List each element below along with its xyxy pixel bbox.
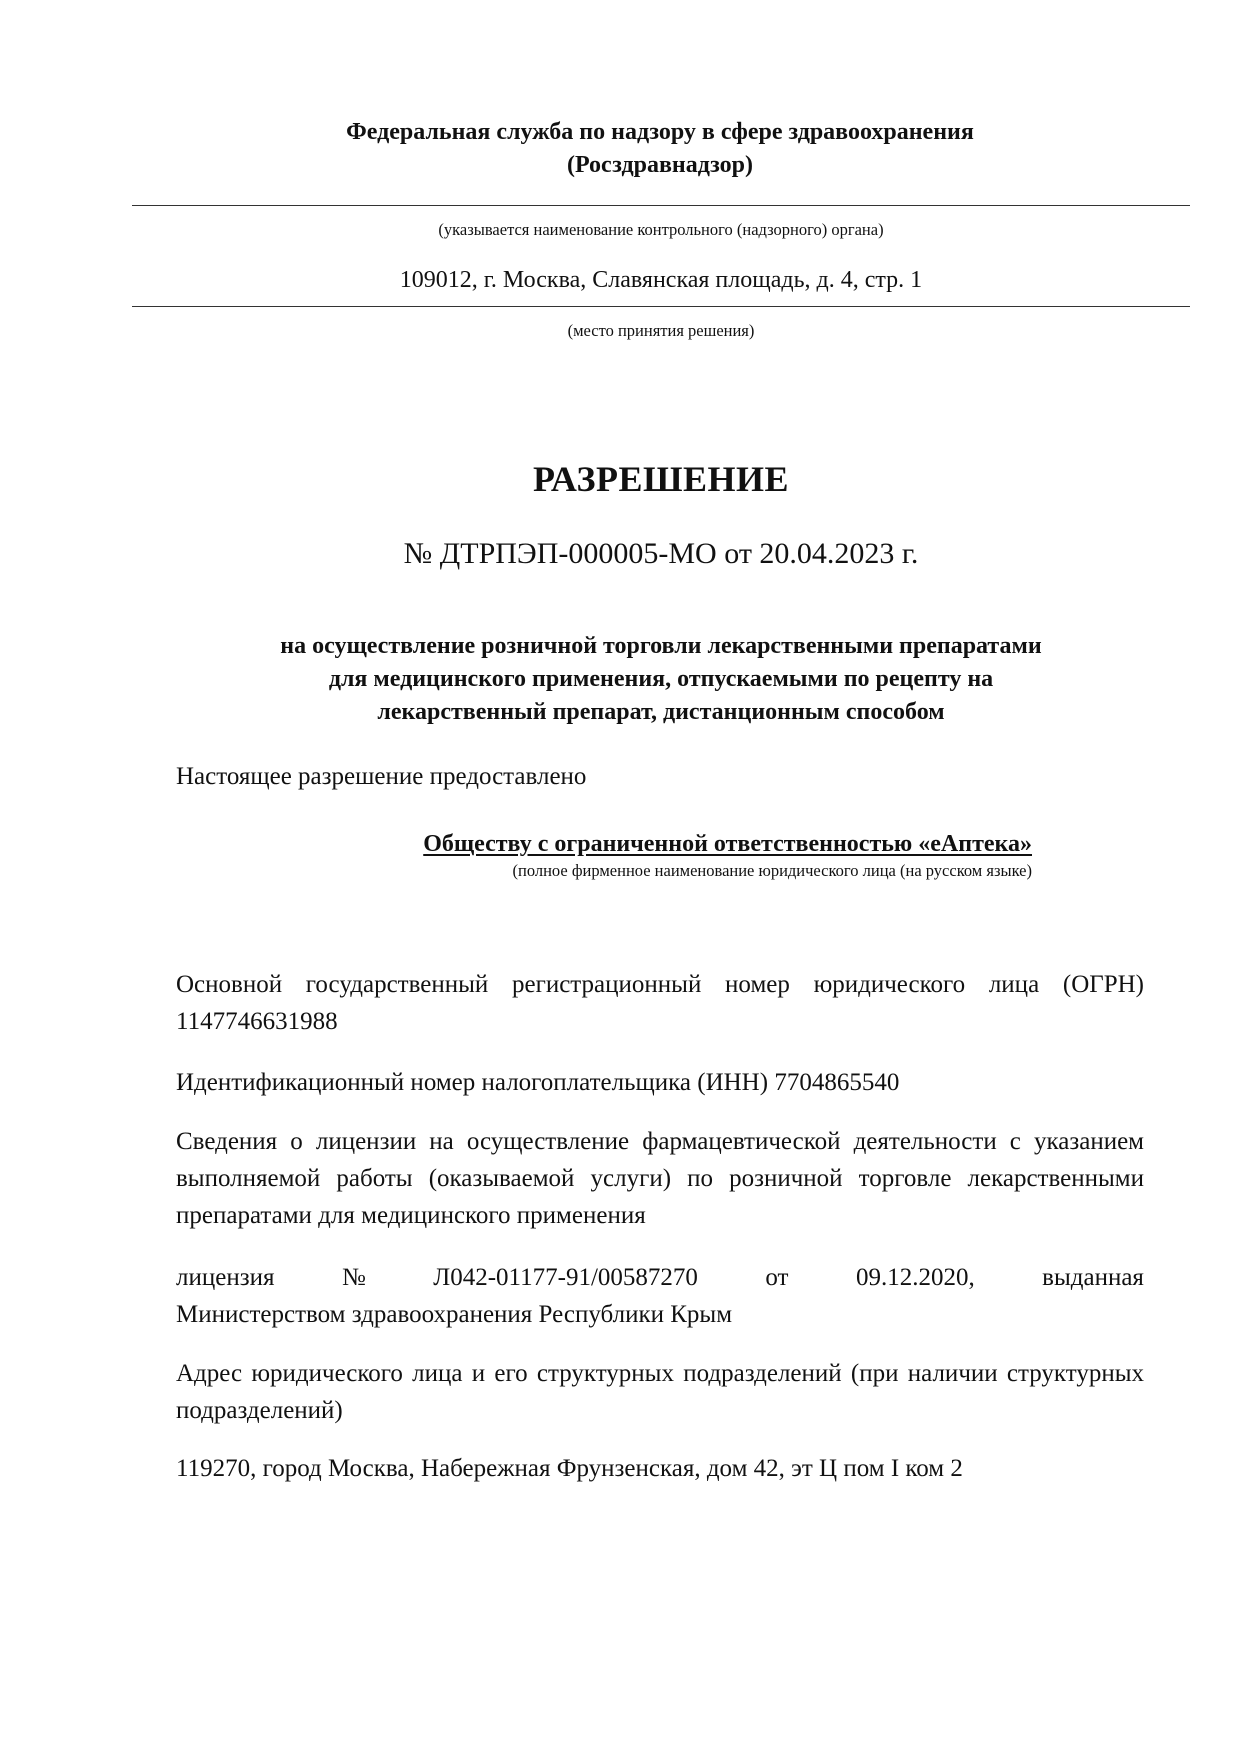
license-line (176, 1259, 1144, 1296)
document-number: № ДТРПЭП-000005-МО от 20.04.2023 г. (403, 537, 919, 570)
license-issuer: Министерством здравоохранения Республики Крым (176, 1301, 733, 1328)
decision-place: 109012, г. Москва, Славянская площадь, д. 4, стр. 1 (399, 267, 923, 293)
grantee-name-caption: (полное фирменное наименование юридического лица (на русском языке) (512, 861, 1032, 880)
decision-place-underline (132, 306, 1190, 307)
authority-underline (132, 205, 1190, 206)
authority-name: Федеральная служба по надзору в сфере здравоохранения (346, 119, 974, 145)
license-word: лицензия (176, 1264, 275, 1291)
document-purpose-line-3: лекарственный препарат, дистанционным способом (377, 699, 945, 725)
decision-place-caption: (место принятия решения) (567, 321, 755, 340)
license-number: Л042-01177-91/00587270 (433, 1264, 698, 1291)
document-purpose-line-2: для медицинского применения, отпускаемыми по рецепту на (328, 666, 994, 692)
license-date: 09.12.2020, (855, 1264, 975, 1291)
license-from-word: от (765, 1264, 789, 1291)
document-purpose-line-1: на осуществление розничной торговли лекарственными препаратами (280, 633, 1042, 659)
legal-address: 119270, город Москва, Набережная Фрунзенская, дом 42, эт Ц пом I ком 2 (176, 1455, 963, 1482)
address-heading-paragraph: Адрес юридического лица и его структурных подразделений (при наличии структурных подразделений) (176, 1360, 1144, 1424)
authority-caption: (указывается наименование контрольного (надзорного) органа) (438, 220, 884, 239)
inn-paragraph: Идентификационный номер налогоплательщика (ИНН) 7704865540 (176, 1069, 900, 1096)
grant-intro: Настоящее разрешение предоставлено (176, 763, 587, 790)
license-info-paragraph: Сведения о лицензии на осуществление фармацевтической деятельности с указанием выполняемой работы (оказываемой услуги) по розничной торговле лекарственными препаратами для медицинского применения (176, 1128, 1144, 1229)
grantee-name: Обществу с ограниченной ответственностью «еАптека» (423, 831, 1032, 857)
authority-short-name: (Росздравнадзор) (566, 152, 754, 178)
document-title: РАЗРЕШЕНИЕ (532, 459, 790, 499)
license-number-sign: № (341, 1264, 366, 1291)
license-issued-word: выданная (1042, 1264, 1144, 1291)
ogrn-paragraph: Основной государственный регистрационный номер юридического лица (ОГРН) 1147746631988 (176, 971, 1144, 1035)
